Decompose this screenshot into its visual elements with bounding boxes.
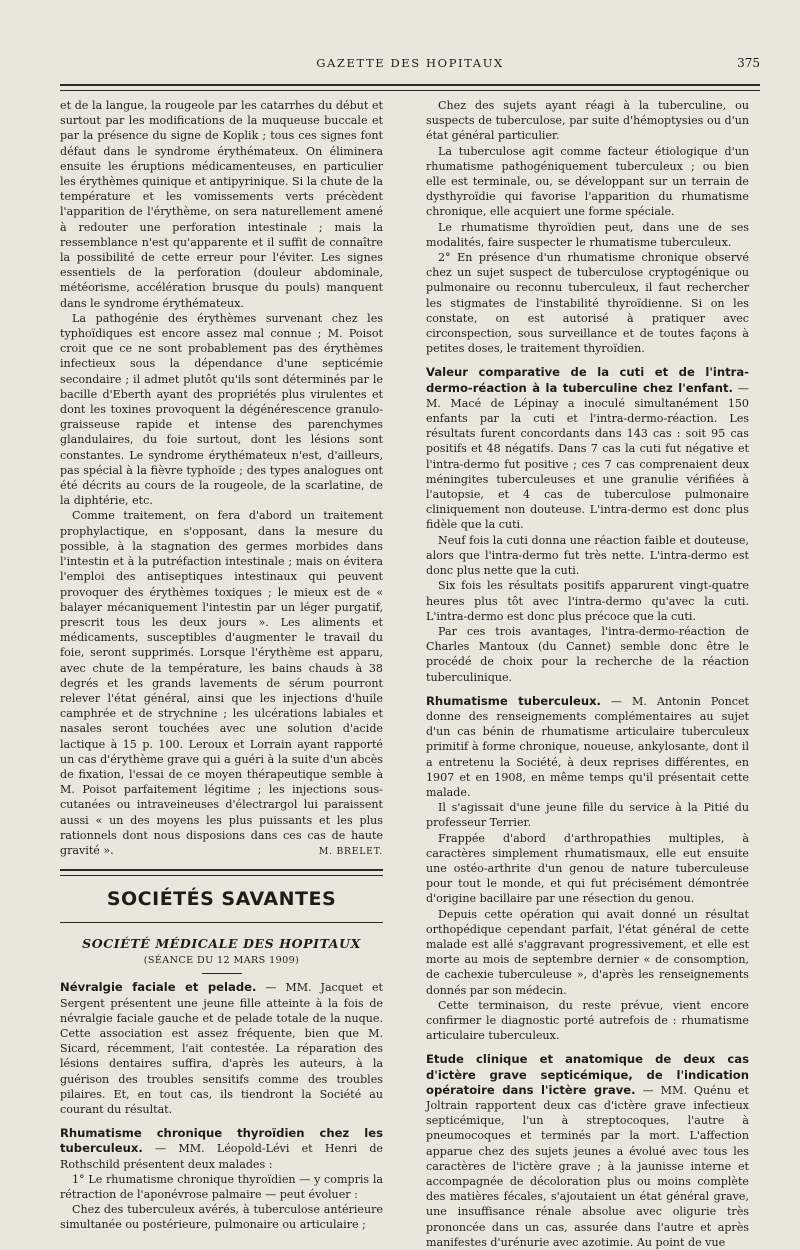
society-title: SOCIÉTÉ MÉDICALE DES HOPITAUX	[82, 936, 361, 952]
communication-text: — MM. Quénu et Joltrain rapportent deux cas d'ictère grave infectieux septicémique, l'un à streptocoques, l'autre à pneumocoques et terminés par la mort. L'affection apparue chez des sujets jeunes a évolué avec tous les caractères de l'ictère grave ; à la jaunisse interne et accompagnée de décoloration plus ou moins complète des matières fécales, s'ajoutaient un état général grave, une insuffisance rénale absolue avec oligurie très prononcée dans un cas, assurée dans l'autre et après manifestes d'urénurie avec azotimie. Au point de vue	[426, 1083, 750, 1249]
communication-text: — M. Antonin Poncet donne des renseignements complémentaires au sujet d'un cas bénin de rhumatisme articulaire tuberculeux primitif à forme chronique, noueuse, ankylosante, dont il a entretenu la Société, à deux reprises différentes, en 1907 et en 1908, en même temps qu'il présentait cette malade.	[426, 694, 749, 799]
paragraph: Il s'agissait d'une jeune fille du service à la Pitié du professeur Terrier.	[426, 801, 749, 830]
paragraph: Le rhumatisme thyroïdien peut, dans une de ses modalités, faire suspecter le rhumatisme tuberculeux.	[426, 220, 749, 249]
short-divider	[202, 973, 242, 974]
paragraph: et de la langue, la rougeole par les catarrhes du début et surtout par les modifications de la muqueuse buccale et par la présence du signe de Koplik ; tous ces signes font défaut dans le syndrome érythémateux. On éliminera ensuite les éruptions médicamenteuses, en particulier les érythèmes quinique et antipyrinique. Si la chute de la température et les vomissements verts précèdent l'apparition de l'érythème, on sera naturellement amené à redouter une perforation intestinale ; mais la ressemblance n'est qu'apparente et il suffit de connaître la possibilité de cette erreur pour l'éviter. Les signes essentiels de la perforation (douleur abdominale, météorisme, accélération brusque du pouls) manquent dans le syndrome érythémateux.	[60, 99, 383, 310]
paragraph: Six fois les résultats positifs apparurent vingt-quatre heures plus tôt avec l'intra-dermo qu'avec la cuti. L'intra-dermo est donc plus précoce que la cuti.	[426, 579, 749, 623]
paragraph: Comme traitement, on fera d'abord un traitement prophylactique, en s'opposant, dans la mesure du possible, à la stagnation des germes morbides dans l'intestin et à la putréfaction intestinale ; mais on évitera l'emploi des antiseptiques intestinaux qui peuvent provoquer des érythèmes toxiques ; le mieux est de « balayer mécaniquement l'intestin par un léger purgatif, prescrit tous les deux jours ». Les aliments et médicaments, susceptibles d'augmenter le travail du foie, seront supprimés. Lorsque l'érythème est apparu, avec chute de la température, les bains chauds à 38 degrés et les grands lavements de sérum pourront relever l'état général, ainsi que les injections d'huile camphrée et de strychnine ; les ulcérations labiales et nasales seront touchées avec une solution d'acide lactique à 15 p. 100. Leroux et Lorrain ayant rapporté un cas d'érythème grave qui a guéri à la suite d'un abcès de fixation, l'essai de ce moyen thérapeutique semble à M. Poisot parfaitement légitime ; les injections sous-cutanées ou intraveineuses d'électrargol lui paraissent aussi « un des moyens les plus puissants et les plus rationnels dont nous disposions dans ces cas de haute gravité ».	[60, 509, 383, 857]
paragraph: Neuf fois la cuti donna une réaction faible et douteuse, alors que l'intra-dermo fut très nette. L'intra-dermo est donc plus nette que la cuti.	[426, 533, 749, 578]
left-column	[60, 98, 383, 1233]
communication-heading: Névralgie faciale et pelade.	[60, 980, 257, 995]
paragraph: 2° En présence d'un rhumatisme chronique observé chez un sujet suspect de tuberculose cryptogénique ou pulmonaire ou reconnu tuberculeux, il faut rechercher les stigmates de l'instabilité thyroïdienne. Si on les constate, on est autorisé à pratiquer avec circonspection, sous surveillance et de toutes façons à petites doses, le traitement thyroïdien.	[426, 251, 749, 356]
page-number: 375	[737, 56, 760, 70]
communication-paragraph	[426, 1052, 749, 1250]
paragraph: Frappée d'abord d'arthropathies multiples, à caractères simplement rhumatismaux, elle eut ensuite une ostéo-arthrite d'un genou de nature tuberculeuse pour tout le monde, et qui fut précisément démontrée d'origine bacillaire par une résection du genou.	[426, 831, 749, 906]
paragraph: Cette terminaison, du reste prévue, vient encore confirmer le diagnostic porté autrefois de : rhumatisme articulaire tuberculeux.	[426, 998, 749, 1043]
paragraph: Depuis cette opération qui avait donné un résultat orthopédique cependant parfait, l'état général de cette malade est allé s'aggravant progressivement, et elle est morte au mois de septembre dernier « de consomption, de cachexie tuberculeuse », d'après les renseignements donnés par son médecin.	[426, 907, 749, 997]
session-date: (SÉANCE DU 12 MARS 1909)	[143, 955, 300, 967]
communication-paragraph	[60, 980, 383, 1117]
communication-text: — MM. Léopold-Lévi et Henri de Rothschild présentent deux malades :	[60, 1142, 383, 1171]
paragraph: 1° Le rhumatisme chronique thyroïdien — y compris la rétraction de l'aponévrose palmaire — peut évoluer :	[60, 1172, 383, 1201]
communication-paragraph	[426, 694, 749, 800]
paragraph: La tuberculose agit comme facteur étiologique d'un rhumatisme pathogéniquement tuberculeux ; ou bien elle est terminale, ou, se développant sur un terrain de dysthyroïdie qui favorise l'apparition du rhumatisme chronique, elle acquiert une forme spéciale.	[426, 144, 749, 219]
communication-paragraph	[60, 1126, 383, 1172]
paragraph: Par ces trois avantages, l'intra-dermo-réaction de Charles Mantoux (du Cannet) semble donc être le procédé de choix pour la recherche de la réaction tuberculinique.	[426, 624, 749, 684]
right-column	[426, 98, 749, 1250]
communication-paragraph	[426, 365, 749, 532]
author-signature: M. BRELET.	[318, 846, 383, 858]
header-rule	[60, 84, 760, 91]
page-header	[60, 56, 760, 76]
communication-heading: Rhumatisme chronique thyroïdien chez les tuberculeux.	[60, 1126, 383, 1156]
communication-heading: Valeur comparative de la cuti et de l'intra-dermo-réaction à la tuberculine chez l'enfant.	[426, 365, 749, 395]
communication-text: — M. Macé de Lépinay a inoculé simultanément 150 enfants par la cuti et l'intra-dermo-réaction. Les résultats furent concordants dans 143 cas : soit 95 cas positifs et 48 négatifs. Dans 7 cas la cuti fut négative et l'intra-dermo fut positive ; ces 7 cas comprenaient deux méningites tuberculeuses et une granulie vérifiées à l'autopsie, et 4 cas de tuberculose pulmonaire cliniquement non douteuse. L'intra-dermo est donc plus fidèle que la cuti.	[426, 381, 749, 532]
section-divider	[60, 922, 383, 923]
section-rule	[60, 869, 383, 876]
running-title: GAZETTE DES HOPITAUX	[316, 56, 504, 70]
communication-text: — MM. Jacquet et Sergent présentent une jeune fille atteinte à la fois de névralgie faciale gauche et de pelade totale de la nuque. Cette association est assez fréquente, bien que M. Sicard, récemment, l'ait contestée. La réparation des lésions dentaires suffira, d'après les auteurs, à la guérison des troubles sensitifs comme des troubles pilaires. Et, en tout cas, ils tiendront la Société au courant du résultat.	[60, 981, 383, 1116]
paragraph: Chez des tuberculeux avérés, à tuberculose antérieure simultanée ou postérieure, pulmonaire ou articulaire ;	[60, 1203, 383, 1232]
section-title: SOCIÉTÉS SAVANTES	[106, 888, 337, 911]
paragraph: La pathogénie des érythèmes survenant chez les typhoïdiques est encore assez mal connue ; M. Poisot croit que ce ne sont probablement pas des érythèmes infectieux sous la dépendance d'une septicémie secondaire ; il admet plutôt qu'ils sont déterminés par le bacille d'Eberth ayant des propriétés plus virulentes et dont les toxines provoquent la dégénérescence granulo-graisseuse rapide et intense des parenchymes glandulaires, du foie surtout, dont les lésions sont constantes. Le syndrome érythémateux n'est, d'ailleurs, pas spécial à la fièvre typhoïde ; des types analogues ont été décrits au cours de la rougeole, de la scarlatine, de la diphtérie, etc.	[60, 311, 383, 508]
communication-heading: Rhumatisme tuberculeux.	[426, 693, 601, 708]
communication-heading: Etude clinique et anatomique de deux cas d'ictère grave septicémique, de l'indication opératoire dans l'ictère grave.	[426, 1052, 749, 1097]
paragraph: Chez des sujets ayant réagi à la tuberculine, ou suspects de tuberculose, par suite d'hémoptysies ou d'un état général particulier.	[426, 99, 749, 143]
